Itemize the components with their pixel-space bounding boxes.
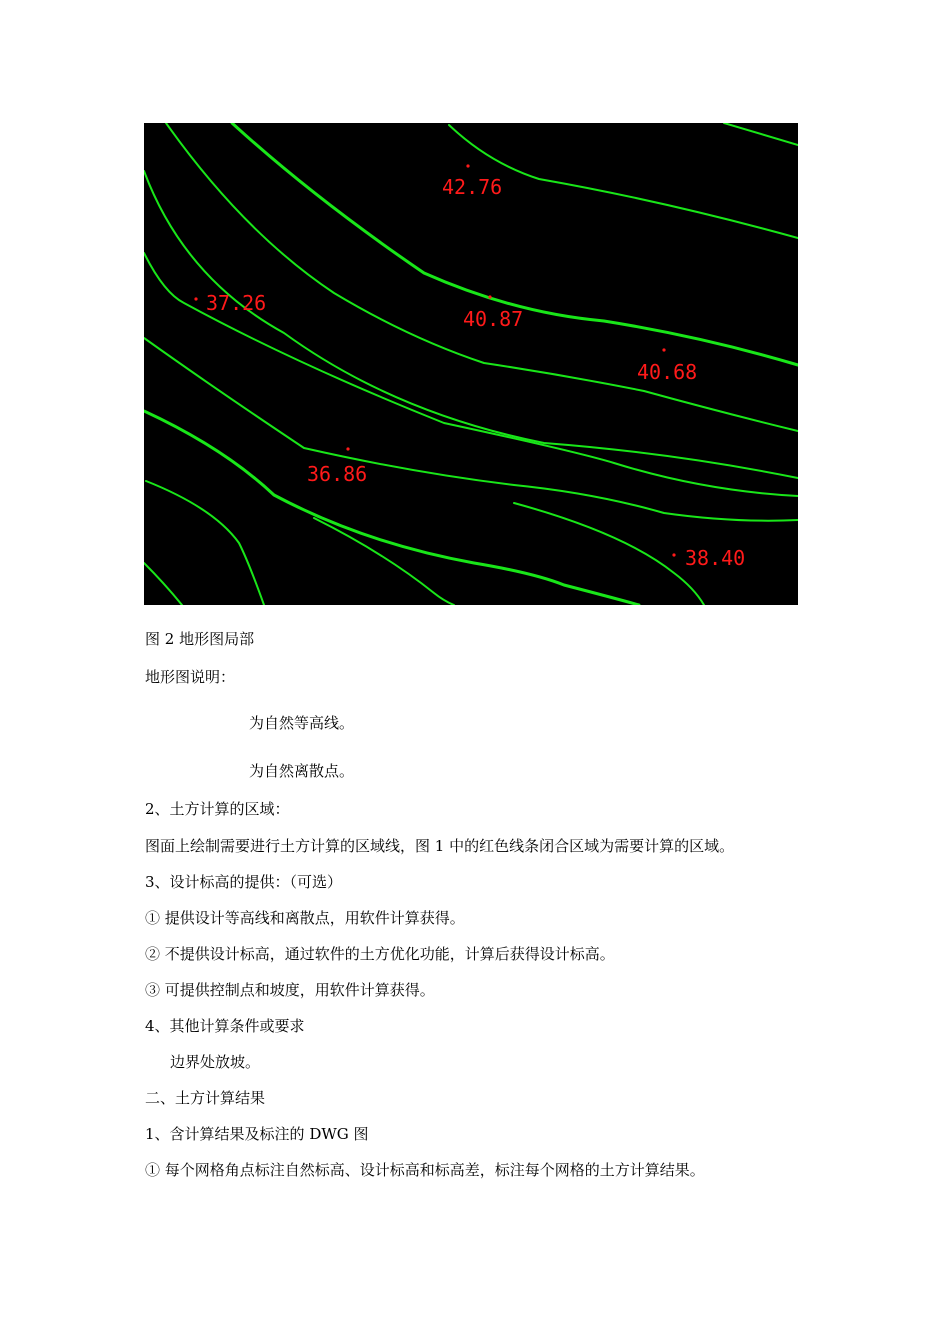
elevation-point [194, 297, 197, 300]
contour-line [144, 253, 798, 496]
contour-line [144, 411, 639, 605]
section-3-item-2: ② 不提供设计标高，通过软件的土方优化功能，计算后获得设计标高。 [145, 945, 615, 963]
contour-map [144, 123, 798, 605]
section-3-item-3: ③ 可提供控制点和坡度，用软件计算获得。 [145, 981, 435, 999]
legend-title: 地形图说明： [145, 668, 236, 686]
elevation-label: 40.87 [463, 307, 524, 331]
section-3-title: 3、设计标高的提供：（可选） [145, 873, 343, 891]
part-2-section-1-title: 1、含计算结果及标注的 DWG 图 [145, 1125, 369, 1143]
contour-line [144, 563, 182, 605]
figure-caption: 图 2 地形图局部 [145, 630, 255, 648]
part-2-title: 二、土方计算结果 [145, 1089, 266, 1107]
legend-points-text: 为自然离散点。 [249, 762, 355, 780]
section-4-title: 4、其他计算条件或要求 [145, 1017, 305, 1035]
part-2-section-1-item-1: ① 每个网格角点标注自然标高、设计标高和标高差，标注每个网格的土方计算结果。 [145, 1161, 705, 1179]
elevation-label: 38.40 [685, 546, 746, 570]
contour-line [146, 481, 264, 605]
section-2-title: 2、土方计算的区域： [145, 800, 290, 818]
elevation-point [346, 447, 349, 450]
contour-line [314, 518, 454, 605]
elevation-point [672, 553, 675, 556]
terrain-map-figure [144, 123, 798, 605]
contour-line [514, 503, 704, 605]
legend-contour-text: 为自然等高线。 [249, 714, 355, 732]
elevation-label: 36.86 [307, 462, 368, 486]
elevation-label: 37.26 [206, 291, 267, 315]
section-4-body: 边界处放坡。 [170, 1053, 261, 1071]
elevation-label: 40.68 [637, 360, 698, 384]
elevation-point [662, 348, 665, 351]
elevation-label: 42.76 [442, 175, 503, 199]
section-2-body: 图面上绘制需要进行土方计算的区域线，图 1 中的红色线条闭合区域为需要计算的区域。 [145, 837, 735, 855]
section-3-item-1: ① 提供设计等高线和离散点，用软件计算获得。 [145, 909, 465, 927]
elevation-point [488, 295, 491, 298]
contour-line [724, 123, 798, 145]
elevation-point [466, 164, 469, 167]
contour-line [166, 123, 798, 431]
